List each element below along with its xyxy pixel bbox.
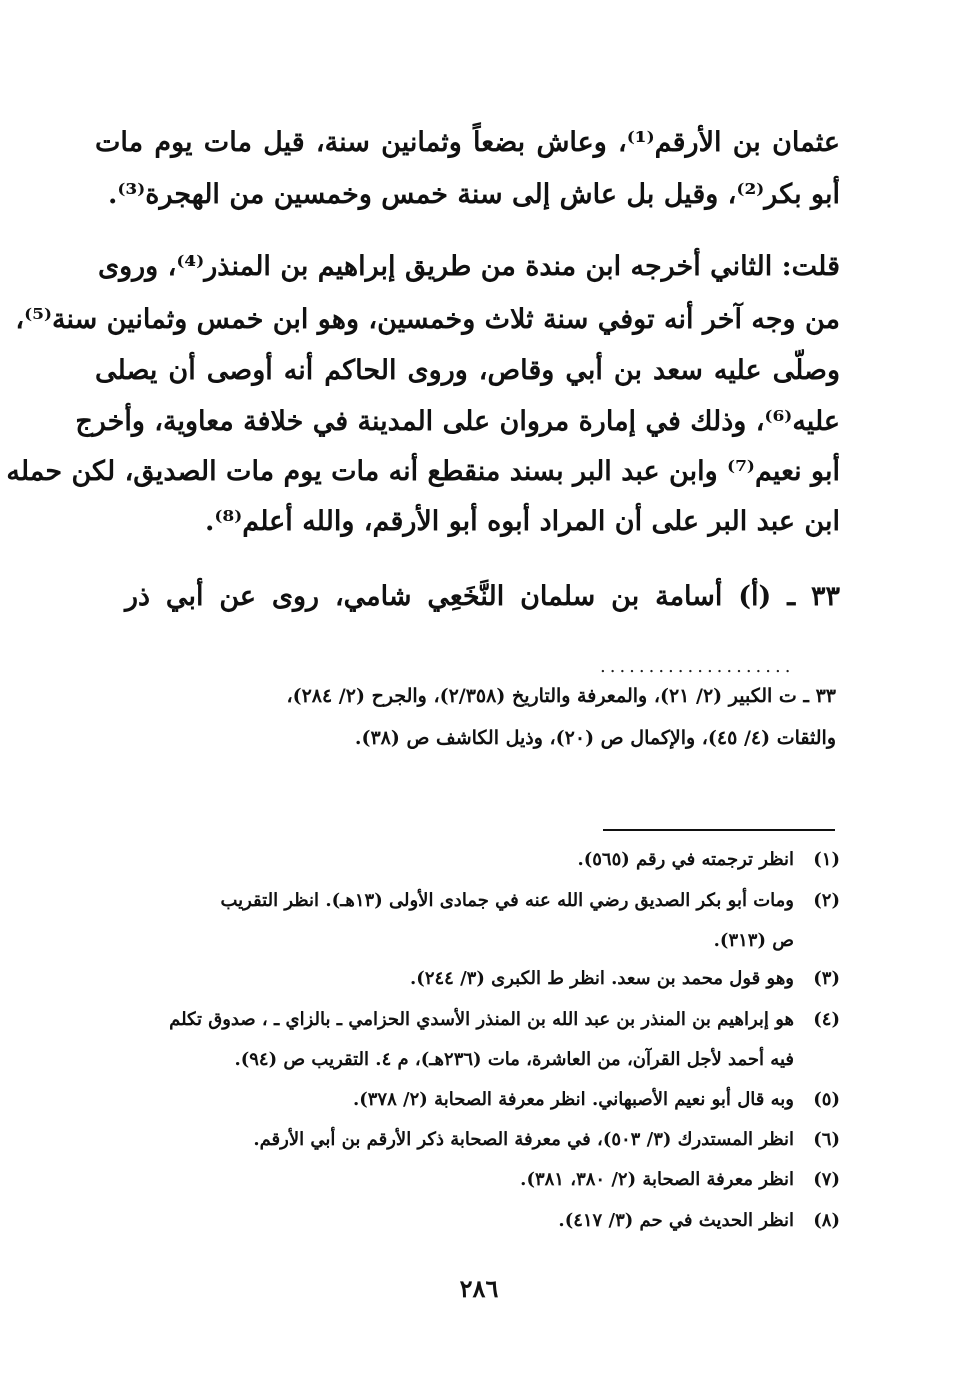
main-text-line-6: عليه⁽⁶⁾، وذلك في إمارة مروان على المدينة في خلافة معاوية، وأخرج [75, 406, 840, 437]
footnote-text-cont: ص (٣١٣). [713, 930, 794, 951]
footnote-1 [115, 840, 840, 880]
footnote-number: (١) [813, 849, 840, 870]
entry-note-line-2: والثقات (٤/ ٤٥)، والإكمال ص (٢٠)، وذيل الكاشف ص (٣٨). [354, 727, 836, 749]
footnote-rule [603, 829, 835, 831]
footnote-text: انظر معرفة الصحابة (٢/ ٣٨٠، ٣٨١). [520, 1169, 794, 1190]
entry-heading-33a: ٣٣ ـ (أ) أسامة بن سلمان النَّخَعِي شامي، روى عن أبي ذر [125, 581, 840, 612]
footnote-2 [115, 881, 840, 961]
main-text-line-2: أبو بكر⁽²⁾، وقيل بل عاش إلى سنة خمس وخمسين من الهجرة⁽³⁾. [107, 179, 840, 210]
footnote-3 [115, 959, 840, 999]
entry-note-line-1: ٣٣ ـ ت الكبير (٢/ ٢١)، والمعرفة والتاريخ (٢/٣٥٨)، والجرح (٢/ ٢٨٤)، [286, 685, 836, 707]
footnote-number: (٤) [813, 1009, 840, 1030]
footnote-text: ومات أبو بكر الصديق رضي الله عنه في جمادى الأولى (١٣هـ). انظر التقريب [220, 890, 794, 911]
footnote-text: انظر المستدرك (٣/ ٥٠٣)، في معرفة الصحابة ذكر الأرقم بن أبي الأرقم. [253, 1129, 794, 1150]
footnote-text: هو إبراهيم بن المنذر بن عبد الله بن المنذر الأسدي الحزامي ـ بالزاي ـ ، صدوق تكلم [169, 1009, 794, 1030]
main-text-line-3: قلت: الثاني أخرجه ابن مندة من طريق إبراهيم بن المنذر⁽⁴⁾، وروى [97, 251, 840, 282]
footnote-7 [115, 1160, 840, 1200]
footnote-number: (٦) [813, 1129, 840, 1150]
footnote-number: (٣) [813, 968, 840, 989]
main-text-line-7: أبو نعيم⁽⁷⁾ وابن عبد البر بسند منقطع أنه مات يوم مات الصديق، لكن حمله [6, 456, 840, 487]
main-text-line-5: وصلّى عليه سعد بن أبي وقاص، وروى الحاكم أنه أوصى أن يصلى [95, 355, 840, 386]
page-number: ٢٨٦ [459, 1274, 499, 1303]
main-text-line-8: ابن عبد البر على أن المراد أبوه أبو الأرقم، والله أعلم⁽⁸⁾. [204, 506, 840, 537]
footnote-number: (٧) [813, 1169, 840, 1190]
footnote-5 [115, 1080, 840, 1120]
footnote-6 [115, 1120, 840, 1160]
footnote-text-cont: فيه أحمد لأجل القرآن، من العاشرة، مات (٢٣٦هـ)، م ٤. التقريب ص (٩٤). [234, 1049, 794, 1070]
footnote-text: وبه قال أبو نعيم الأصبهاني. انظر معرفة الصحابة (٢/ ٣٧٨). [352, 1089, 794, 1110]
footnote-text: انظر ترجمته في رقم (٥٦٥). [577, 849, 794, 870]
footnote-number: (٨) [813, 1210, 840, 1231]
separator-dots: .................... [600, 656, 795, 677]
footnote-8 [115, 1201, 840, 1241]
main-text-line-4: من وجه آخر أنه توفي سنة ثلاث وخمسين، وهو ابن خمس وثمانين سنة⁽⁵⁾، [15, 304, 840, 335]
footnote-number: (٥) [813, 1089, 840, 1110]
footnote-4 [115, 1000, 840, 1080]
footnote-text: وهو قول محمد بن سعد. انظر ط الكبرى (٣/ ٢٤٤). [410, 968, 794, 989]
footnote-number: (٢) [813, 890, 840, 911]
main-text-line-1: عثمان بن الأرقم⁽¹⁾، وعاش بضعاً وثمانين سنة، قيل مات يوم مات [95, 127, 840, 158]
footnote-text: انظر الحديث في حم (٣/ ٤١٧). [558, 1210, 794, 1231]
